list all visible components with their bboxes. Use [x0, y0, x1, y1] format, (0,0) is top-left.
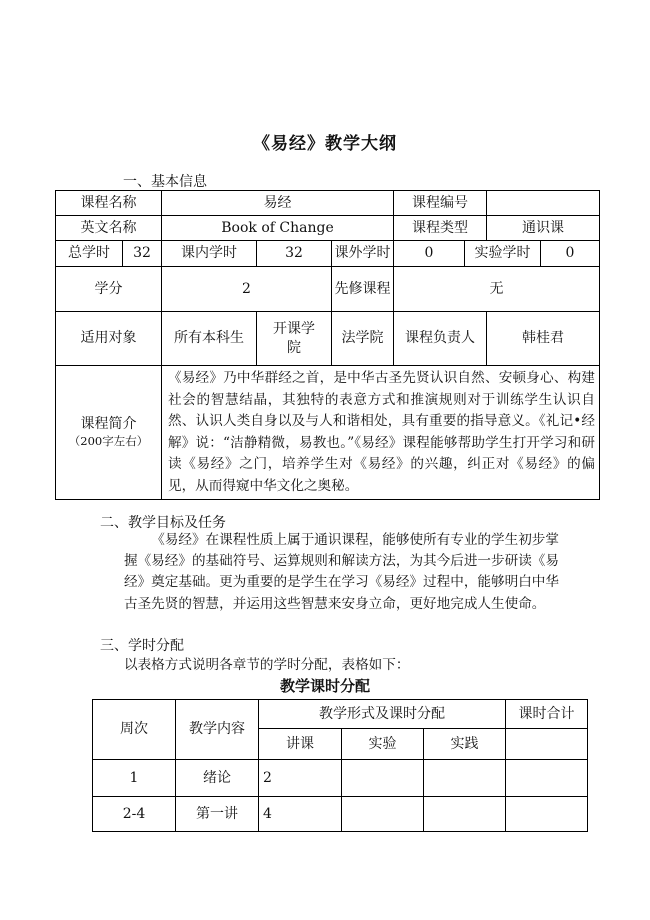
total-header: 课时合计	[506, 700, 588, 729]
basic-info-table	[55, 190, 600, 500]
audience-value: 所有本科生	[162, 312, 257, 366]
section-goals-heading: 二、教学目标及任务	[100, 515, 226, 531]
row-practice	[424, 797, 506, 832]
college-label-line1: 开课学	[273, 320, 315, 337]
prereq-value: 无	[394, 267, 600, 312]
row-total	[506, 760, 588, 797]
college-value: 法学院	[332, 312, 394, 366]
out-class-hours-value: 0	[394, 241, 465, 267]
row-lecture: 2	[259, 760, 342, 797]
in-class-hours-value: 32	[257, 241, 332, 267]
form-header: 教学形式及课时分配	[259, 700, 506, 729]
content-header: 教学内容	[176, 700, 259, 760]
intro-label-cell	[56, 366, 162, 500]
schedule-table	[92, 699, 588, 832]
in-class-hours-label: 课内学时	[162, 241, 257, 267]
course-name-value: 易经	[162, 191, 394, 216]
section-hours-heading: 三、学时分配	[100, 638, 184, 654]
leader-label: 课程负责人	[394, 312, 487, 366]
table-row	[93, 760, 588, 797]
row-week: 1	[93, 760, 176, 797]
audience-label: 适用对象	[56, 312, 162, 366]
intro-text: 《易经》乃中华群经之首，是中华古圣先贤认识自然、安顿身心、构建社会的智慧结晶，其独特的表意方式和推演规则对于训练学生认识自然、认识人类自身以及与人和谐相处，具有重要的指导意义。《礼记•经解》说：“洁静精微，易教也。”《易经》课程能够帮助学生打开学习和研读《易经》之门，培养学生对《易经》的兴趣，纠正对《易经》的偏见，从而得窥中华文化之奥秘。	[162, 366, 600, 500]
table-row	[93, 797, 588, 832]
credit-label: 学分	[56, 267, 162, 312]
section-basic-info-heading: 一、基本信息	[123, 174, 207, 190]
english-name-label: 英文名称	[56, 216, 162, 241]
row-week: 2-4	[93, 797, 176, 832]
intro-note: （200字左右）	[68, 434, 149, 449]
out-class-hours-label: 课外学时	[332, 241, 394, 267]
total-hours-label: 总学时	[56, 241, 123, 267]
lab-hours-value: 0	[541, 241, 600, 267]
row-total	[506, 797, 588, 832]
intro-label: 课程简介	[80, 416, 137, 433]
row-content: 绪论	[176, 760, 259, 797]
lab-header: 实验	[342, 729, 424, 760]
course-type-label: 课程类型	[394, 216, 487, 241]
row-practice	[424, 760, 506, 797]
total-hours-value: 32	[123, 241, 162, 267]
lecture-header: 讲课	[259, 729, 342, 760]
total-header-blank	[506, 729, 588, 760]
college-label	[257, 312, 332, 366]
practice-header: 实践	[424, 729, 506, 760]
row-content: 第一讲	[176, 797, 259, 832]
course-name-label: 课程名称	[56, 191, 162, 216]
prereq-label: 先修课程	[332, 267, 394, 312]
course-code-label: 课程编号	[394, 191, 487, 216]
row-lab	[342, 760, 424, 797]
college-label-line2: 院	[287, 339, 301, 356]
schedule-table-title: 教学课时分配	[279, 677, 370, 695]
leader-value: 韩桂君	[487, 312, 600, 366]
course-code-value	[487, 191, 600, 216]
row-lecture: 4	[259, 797, 342, 832]
course-type-value: 通识课	[487, 216, 600, 241]
section-hours-text: 以表格方式说明各章节的学时分配，表格如下：	[124, 657, 410, 673]
english-name-value: Book of Change	[162, 216, 394, 241]
page-title: 《易经》教学大纲	[253, 134, 397, 154]
section-goals-text: 《易经》在课程性质上属于通识课程，能够使所有专业的学生初步掌握《易经》的基础符号、运算规则和解读方法，为其今后进一步研读《易经》奠定基础。更为重要的是学生在学习《易经》过程中，能够明白中华古圣先贤的智慧，并运用这些智慧来安身立命，更好地完成人生使命。	[124, 532, 559, 612]
credit-value: 2	[162, 267, 332, 312]
row-lab	[342, 797, 424, 832]
lab-hours-label: 实验学时	[465, 241, 541, 267]
week-header: 周次	[93, 700, 176, 760]
